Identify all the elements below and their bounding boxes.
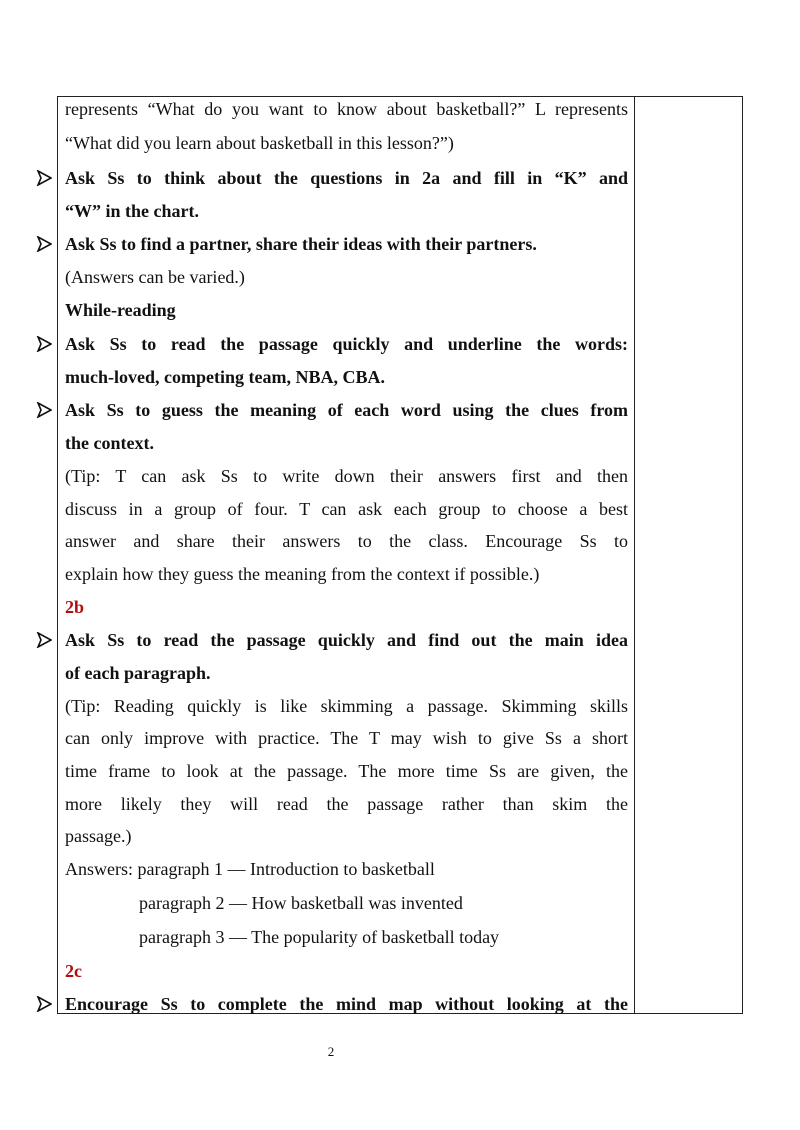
instruction-line: Encourage Ss to complete the mind map without looking at the xyxy=(65,994,628,1014)
tip-line: time frame to look at the passage. The more time Ss are given, the xyxy=(65,761,628,781)
text-line: represents “What do you want to know about basketball?” L represents xyxy=(65,99,628,119)
tip-line: (Tip: Reading quickly is like skimming a passage. Skimming skills xyxy=(65,696,628,716)
instruction-line: Ask Ss to read the passage quickly and underline the words: xyxy=(65,334,628,354)
section-heading: While-reading xyxy=(65,300,176,320)
instruction-line: Ask Ss to think about the questions in 2a and fill in “K” and xyxy=(65,168,628,188)
instruction-line: much-loved, competing team, NBA, CBA. xyxy=(65,367,385,387)
answer-line: paragraph 3 — The popularity of basketball today xyxy=(139,927,500,947)
arrowhead-bullet-icon xyxy=(36,336,52,352)
section-heading-2b: 2b xyxy=(65,597,85,617)
instruction-line: Ask Ss to find a partner, share their ideas with their partners. xyxy=(65,234,537,254)
page-number: 2 xyxy=(327,1044,335,1059)
table-column-divider xyxy=(634,96,635,1014)
text-line: (Answers can be varied.) xyxy=(65,267,245,287)
arrowhead-bullet-icon xyxy=(36,996,52,1012)
arrowhead-bullet-icon xyxy=(36,170,52,186)
tip-line: answer and share their answers to the class. Encourage Ss to xyxy=(65,531,628,551)
instruction-line: “W” in the chart. xyxy=(65,201,199,221)
instruction-line: of each paragraph. xyxy=(65,663,211,683)
instruction-line: Ask Ss to read the passage quickly and find out the main idea xyxy=(65,630,628,650)
tip-line: passage.) xyxy=(65,826,132,846)
instruction-line: Ask Ss to guess the meaning of each word using the clues from xyxy=(65,400,628,420)
tip-line: explain how they guess the meaning from the context if possible.) xyxy=(65,564,540,584)
arrowhead-bullet-icon xyxy=(36,402,52,418)
tip-line: more likely they will read the passage rather than skim the xyxy=(65,794,628,814)
section-heading-2c: 2c xyxy=(65,961,82,981)
arrowhead-bullet-icon xyxy=(36,632,52,648)
answer-line: Answers: paragraph 1 — Introduction to basketball xyxy=(65,859,435,879)
tip-line: discuss in a group of four. T can ask each group to choose a best xyxy=(65,499,628,519)
tip-line: can only improve with practice. The T may wish to give Ss a short xyxy=(65,728,628,748)
answer-line: paragraph 2 — How basketball was invented xyxy=(139,893,463,913)
arrowhead-bullet-icon xyxy=(36,236,52,252)
text-line: “What did you learn about basketball in this lesson?”) xyxy=(65,133,454,153)
tip-line: (Tip: T can ask Ss to write down their answers first and then xyxy=(65,466,628,486)
instruction-line: the context. xyxy=(65,433,154,453)
